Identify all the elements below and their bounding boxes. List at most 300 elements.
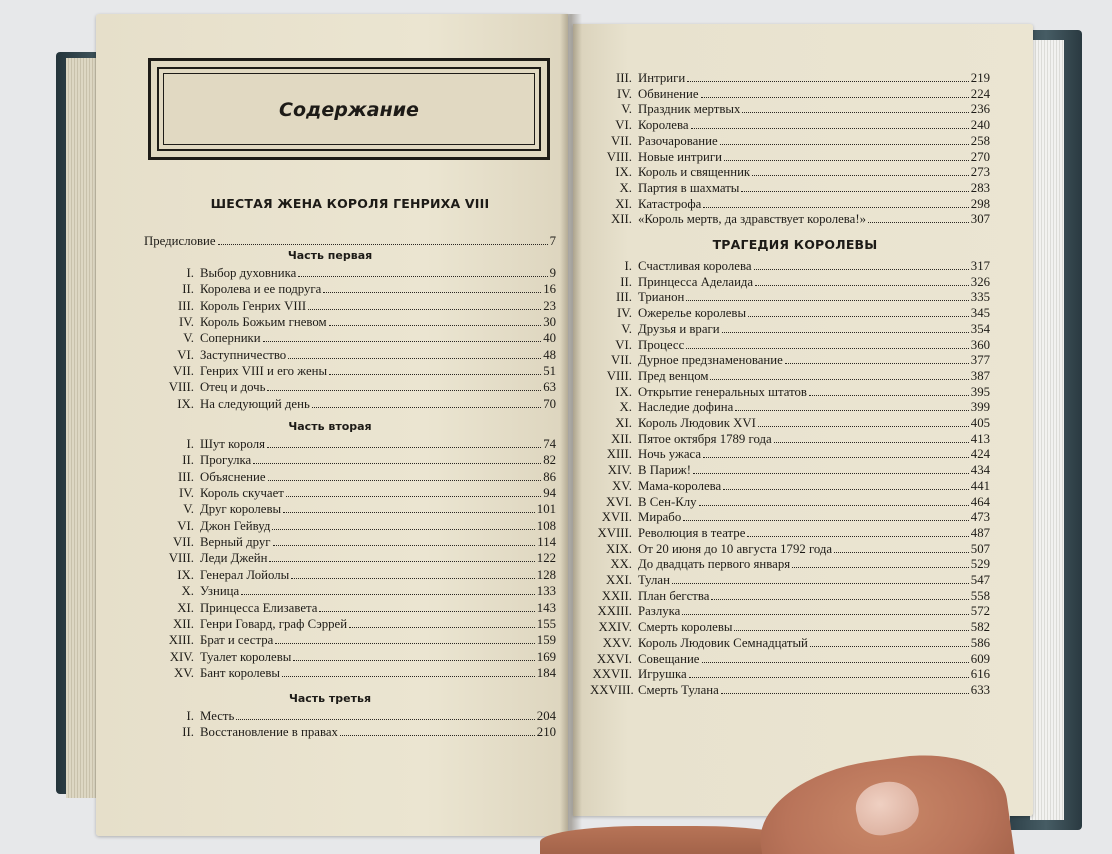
toc-entry: [116, 469, 556, 485]
toc-page-number: 159: [536, 633, 556, 648]
toc-page-number: 395: [970, 384, 990, 399]
toc-leader-dots: [253, 452, 541, 464]
toc-page-number: 582: [970, 620, 990, 635]
toc-chapter-title: План бегства: [638, 588, 710, 603]
toc-leader-dots: [282, 665, 535, 677]
toc-chapter-number: V.: [183, 502, 194, 517]
toc-entry: [590, 572, 990, 588]
toc-chapter-title: Смерть Тулана: [638, 682, 719, 697]
toc-chapter-number: V.: [621, 321, 632, 336]
toc-chapter-title: Шут короля: [200, 437, 265, 451]
toc-chapter-number: VIII.: [606, 368, 632, 383]
toc-chapter-number: XXIII.: [597, 604, 632, 619]
toc-page-number: 82: [543, 453, 556, 468]
toc-chapter-title: Праздник мертвых: [638, 102, 741, 117]
toc-chapter-number: IV.: [616, 306, 632, 321]
toc-leader-dots: [283, 501, 535, 513]
toc-page-number: 9: [549, 266, 556, 280]
toc-leader-dots: [329, 314, 541, 326]
toc-leader-dots: [267, 436, 541, 448]
toc-chapter-title: Брат и сестра: [200, 633, 274, 648]
toc-leader-dots: [755, 274, 969, 286]
toc-chapter-title: Верный друг: [200, 535, 271, 550]
toc-chapter-number: IV.: [616, 86, 632, 101]
toc-chapter-title: От 20 июня до 10 августа 1792 года: [638, 541, 833, 556]
toc-chapter-title: Трианон: [638, 290, 685, 305]
toc-leader-dots: [682, 603, 969, 615]
toc-chapter-title: Джон Гейвуд: [200, 518, 271, 533]
toc-entry: [590, 274, 990, 290]
toc-page-number: 108: [536, 518, 556, 533]
toc-chapter-number: VI.: [615, 337, 632, 352]
toc-leader-dots: [293, 649, 535, 661]
toc-chapter-title: Обвинение: [638, 86, 699, 101]
toc-chapter-number: III.: [616, 290, 632, 305]
toc-chapter-number: XI.: [615, 416, 632, 430]
toc-entry: [116, 534, 556, 550]
contents-title-frame: [148, 58, 550, 160]
toc-chapter-number: III.: [178, 298, 194, 313]
toc-leader-dots: [268, 469, 541, 481]
toc-entry: [590, 415, 990, 431]
toc-page-number: 616: [970, 667, 990, 682]
toc-chapter-title: Прогулка: [200, 453, 252, 468]
toc-leader-dots: [273, 534, 535, 546]
toc-leader-dots: [323, 281, 541, 293]
toc-page-number: 7: [549, 234, 556, 248]
toc-entry: [116, 724, 556, 740]
toc-chapter-number: XXIV.: [598, 620, 632, 635]
toc-page-number: 128: [536, 567, 556, 582]
toc-leader-dots: [269, 550, 535, 562]
toc-chapter-title: Друзья и враги: [638, 321, 720, 336]
toc-entry: [590, 321, 990, 337]
toc-chapter-title: Новые интриги: [638, 149, 722, 164]
toc-leader-dots: [701, 86, 969, 98]
toc-chapter-title: Предисловие: [144, 234, 216, 248]
toc-chapter-title: Счастливая королева: [638, 259, 752, 273]
toc-entry: [116, 665, 556, 681]
toc-chapter-title: Король Людовик XVI: [638, 416, 756, 430]
toc-chapter-number: XV.: [173, 665, 194, 680]
toc-page-number: 487: [970, 525, 990, 540]
toc-page-number: 258: [970, 133, 990, 148]
toc-chapter-number: I.: [186, 709, 194, 723]
toc-leader-dots: [754, 258, 969, 270]
toc-entry: [590, 180, 990, 196]
toc-page-number: 464: [970, 494, 990, 509]
toc-chapter-title: Туалет королевы: [200, 649, 292, 664]
toc-chapter-number: VII.: [173, 535, 194, 550]
toc-chapter-number: VIII.: [168, 380, 194, 395]
toc-entry: [590, 368, 990, 384]
toc-leader-dots: [308, 298, 541, 310]
toc-chapter-title: Игрушка: [638, 667, 687, 682]
toc-chapter-number: VIII.: [168, 551, 194, 566]
toc-entry: [590, 682, 990, 698]
toc-entry: [116, 600, 556, 616]
toc-page-number: 283: [970, 180, 990, 195]
toc-chapter-number: XXVII.: [592, 667, 632, 682]
toc-chapter-title: Король Божьим гневом: [200, 315, 327, 330]
toc-page-number: 609: [970, 651, 990, 666]
toc-entry: [116, 518, 556, 534]
toc-entry: [590, 352, 990, 368]
toc-chapter-number: X.: [619, 180, 632, 195]
toc-chapter-number: XXVI.: [596, 651, 632, 666]
toc-leader-dots: [272, 518, 535, 530]
toc-chapter-number: IX.: [615, 384, 632, 399]
toc-leader-dots: [263, 330, 541, 342]
toc-entry: [590, 289, 990, 305]
toc-chapter-number: X.: [619, 400, 632, 415]
toc-leader-dots: [720, 133, 969, 145]
toc-chapter-number: XI.: [177, 600, 194, 615]
toc-leader-dots: [286, 485, 541, 497]
toc-entry: [590, 258, 990, 274]
toc-page-number: 529: [970, 557, 990, 572]
toc-page-number: 74: [543, 437, 556, 451]
toc-page-number: 155: [536, 616, 556, 631]
toc-chapter-number: XIII.: [606, 447, 632, 462]
toc-chapter-title: Дурное предзнаменование: [638, 353, 783, 368]
toc-leader-dots: [288, 347, 541, 359]
toc-page-number: 399: [970, 400, 990, 415]
toc-chapter-title: Партия в шахматы: [638, 180, 740, 195]
toc-leader-dots: [711, 588, 969, 600]
toc-page-number: 377: [970, 353, 990, 368]
toc-chapter-title: Генрих VIII и его жены: [200, 364, 328, 379]
toc-leader-dots: [834, 541, 969, 553]
toc-chapter-number: VI.: [177, 347, 194, 362]
toc-entry: [116, 632, 556, 648]
toc-entry: [116, 281, 556, 297]
toc-chapter-title: Месть: [200, 709, 235, 723]
toc-chapter-title: В Сен-Клу: [638, 494, 697, 509]
toc-leader-dots: [349, 616, 535, 628]
toc-page-number: 473: [970, 510, 990, 525]
toc-chapter-number: VII.: [173, 364, 194, 379]
toc-chapter-title: Соперники: [200, 331, 261, 346]
toc-entry: [590, 635, 990, 651]
toc-leader-dots: [747, 525, 969, 537]
toc-chapter-number: I.: [186, 266, 194, 280]
toc-chapter-number: VI.: [615, 118, 632, 133]
toc-chapter-title: Друг королевы: [200, 502, 282, 517]
toc-entry: [116, 436, 556, 452]
toc-chapter-title: Объяснение: [200, 469, 266, 484]
toc-entry: [590, 541, 990, 557]
toc-chapter-title: Выбор духовника: [200, 266, 297, 280]
toc-page-number: 558: [970, 588, 990, 603]
toc-leader-dots: [686, 337, 969, 349]
toc-leader-dots: [686, 289, 969, 301]
toc-page-number: 16: [543, 282, 556, 297]
toc-leader-dots: [722, 321, 969, 333]
toc-entry: [116, 298, 556, 314]
toc-leader-dots: [691, 117, 969, 129]
toc-chapter-number: XIV.: [169, 649, 194, 664]
toc-chapter-title: Интриги: [638, 71, 686, 85]
toc-chapter-title: До двадцать первого января: [638, 557, 791, 572]
toc-entry: [116, 452, 556, 468]
page-edges-right: [1030, 40, 1064, 820]
toc-page-number: 114: [537, 535, 556, 550]
toc-page-number: 169: [536, 649, 556, 664]
toc-chapter-number: XIV.: [607, 463, 632, 478]
toc-page-number: 240: [970, 118, 990, 133]
toc-chapter-title: Катастрофа: [638, 196, 702, 211]
toc-page-number: 633: [970, 682, 990, 697]
toc-leader-dots: [724, 149, 969, 161]
toc-chapter-number: XXI.: [606, 573, 632, 587]
toc-page-number: 317: [970, 259, 990, 273]
toc-page-number: 335: [970, 290, 990, 305]
toc-page-number: 219: [970, 71, 990, 85]
book-title-right: ТРАГЕДИЯ КОРОЛЕВЫ: [712, 237, 878, 252]
toc-entry: [590, 509, 990, 525]
toc-page-number: 586: [970, 635, 990, 650]
toc-chapter-number: XXVIII.: [590, 682, 634, 697]
toc-entry: [116, 708, 556, 724]
toc-page-number: 122: [536, 551, 556, 566]
toc-chapter-title: Генерал Лойолы: [200, 567, 290, 582]
toc-page-number: 40: [543, 331, 556, 346]
toc-entry: [590, 211, 990, 227]
toc-page-number: 270: [970, 149, 990, 164]
toc-chapter-title: На следующий день: [200, 396, 310, 411]
toc-leader-dots: [291, 567, 535, 579]
toc-chapter-title: Наследие дофина: [638, 400, 734, 415]
toc-chapter-number: XXII.: [601, 588, 632, 603]
toc-leader-dots: [689, 666, 969, 678]
toc-entry: [590, 431, 990, 447]
toc-leader-dots: [218, 233, 548, 245]
toc-entry: [116, 314, 556, 330]
toc-page-number: 23: [543, 298, 556, 313]
toc-chapter-title: «Король мертв, да здравствует королева!»: [638, 212, 867, 227]
toc-chapter-number: IX.: [177, 396, 194, 411]
toc-entry: [590, 462, 990, 478]
toc-chapter-number: XVIII.: [597, 525, 632, 540]
toc-leader-dots: [340, 724, 535, 736]
toc-part-heading: Часть первая: [287, 249, 373, 262]
toc-chapter-number: IV.: [178, 486, 194, 501]
toc-chapter-number: XI.: [615, 196, 632, 211]
toc-chapter-number: II.: [182, 453, 194, 468]
toc-leader-dots: [693, 462, 969, 474]
toc-chapter-title: Королева: [638, 118, 689, 133]
toc-chapter-title: Тулан: [638, 573, 670, 587]
toc-entry: [116, 649, 556, 665]
toc-entry: [590, 446, 990, 462]
toc-chapter-title: Ожерелье королевы: [638, 306, 747, 321]
toc-entry: [590, 70, 990, 86]
toc-chapter-title: Мама-королева: [638, 478, 722, 493]
toc-leader-dots: [774, 431, 969, 443]
toc-page-number: 51: [543, 364, 556, 379]
toc-leader-dots: [710, 368, 969, 380]
toc-entry: [116, 363, 556, 379]
toc-chapter-title: Отец и дочь: [200, 380, 266, 395]
toc-page-number: 405: [970, 416, 990, 430]
toc-leader-dots: [809, 384, 969, 396]
toc-chapter-title: Король и священник: [638, 165, 751, 180]
toc-chapter-number: X.: [181, 584, 194, 599]
toc-leader-dots: [236, 708, 535, 720]
toc-chapter-number: II.: [620, 274, 632, 289]
toc-entry: [590, 666, 990, 682]
toc-page-number: 507: [970, 541, 990, 556]
toc-page-number: 236: [970, 102, 990, 117]
toc-page-number: 94: [543, 486, 556, 501]
toc-entry: [144, 233, 556, 249]
toc-chapter-number: XV.: [611, 478, 632, 493]
toc-page-number: 86: [543, 469, 556, 484]
toc-page-number: 307: [970, 212, 990, 227]
toc-chapter-title: Разочарование: [638, 133, 718, 148]
toc-leader-dots: [703, 446, 969, 458]
toc-chapter-number: III.: [616, 71, 632, 85]
toc-chapter-title: Заступничество: [200, 347, 287, 362]
toc-chapter-number: XVII.: [601, 510, 632, 525]
toc-page-number: 204: [536, 709, 556, 723]
toc-chapter-number: I.: [186, 437, 194, 451]
toc-page-number: 184: [536, 665, 556, 680]
toc-chapter-number: VII.: [611, 133, 632, 148]
toc-page-number: 30: [543, 315, 556, 330]
toc-page-number: 345: [970, 306, 990, 321]
toc-entry: [590, 556, 990, 572]
toc-chapter-number: XVI.: [606, 494, 632, 509]
toc-chapter-title: Генри Говард, граф Сэррей: [200, 616, 348, 631]
toc-chapter-number: IX.: [177, 567, 194, 582]
toc-entry: [590, 478, 990, 494]
toc-leader-dots: [748, 305, 969, 317]
toc-page-number: 360: [970, 337, 990, 352]
toc-chapter-title: Принцесса Аделаида: [638, 274, 754, 289]
toc-entry: [116, 616, 556, 632]
toc-chapter-title: Узница: [200, 584, 240, 599]
toc-leader-dots: [298, 265, 548, 277]
toc-leader-dots: [672, 572, 969, 584]
toc-page-number: 354: [970, 321, 990, 336]
toc-leader-dots: [758, 415, 969, 427]
toc-chapter-number: VI.: [177, 518, 194, 533]
toc-leader-dots: [683, 509, 969, 521]
toc-chapter-number: XII.: [173, 616, 194, 631]
toc-chapter-number: VIII.: [606, 149, 632, 164]
toc-entry: [116, 379, 556, 395]
toc-leader-dots: [810, 635, 969, 647]
toc-part-heading: Часть вторая: [288, 420, 372, 433]
toc-chapter-title: Бант королевы: [200, 665, 280, 680]
toc-page-number: 273: [970, 165, 990, 180]
toc-entry: [116, 550, 556, 566]
toc-leader-dots: [752, 164, 969, 176]
toc-chapter-number: IX.: [615, 165, 632, 180]
toc-chapter-title: Революция в театре: [638, 525, 746, 540]
toc-chapter-number: II.: [182, 725, 194, 740]
toc-leader-dots: [721, 682, 969, 694]
toc-leader-dots: [319, 600, 535, 612]
toc-chapter-number: XXV.: [602, 635, 632, 650]
toc-page-number: 224: [970, 86, 990, 101]
toc-entry: [590, 337, 990, 353]
toc-leader-dots: [868, 211, 969, 223]
toc-leader-dots: [275, 632, 535, 644]
toc-chapter-number: V.: [183, 331, 194, 346]
toc-leader-dots: [241, 583, 535, 595]
toc-chapter-title: Мирабо: [638, 510, 682, 525]
toc-entry: [590, 196, 990, 212]
toc-page-number: 48: [543, 347, 556, 362]
toc-entry: [590, 651, 990, 667]
toc-leader-dots: [702, 651, 969, 663]
toc-chapter-title: Король Людовик Семнадцатый: [638, 635, 808, 650]
toc-page-number: 70: [543, 396, 556, 411]
toc-page-number: 210: [536, 725, 556, 740]
toc-chapter-number: XII.: [611, 431, 632, 446]
toc-entry: [590, 117, 990, 133]
toc-chapter-title: Пред венцом: [638, 368, 709, 383]
toc-page-number: 434: [970, 463, 990, 478]
toc-part-heading: Часть третья: [288, 692, 372, 705]
toc-entry: [590, 494, 990, 510]
toc-entry: [116, 583, 556, 599]
toc-entry: [590, 164, 990, 180]
toc-chapter-number: VII.: [611, 353, 632, 368]
toc-chapter-title: Совещание: [638, 651, 700, 666]
book-gutter: [560, 14, 582, 836]
toc-leader-dots: [792, 556, 969, 568]
toc-entry: [590, 603, 990, 619]
toc-leader-dots: [785, 352, 969, 364]
toc-entry: [590, 149, 990, 165]
toc-entry: [590, 384, 990, 400]
toc-leader-dots: [741, 180, 969, 192]
toc-entry: [590, 133, 990, 149]
toc-chapter-title: Открытие генеральных штатов: [638, 384, 807, 399]
toc-leader-dots: [703, 196, 969, 208]
toc-chapter-title: Разлука: [638, 604, 681, 619]
toc-entry: [116, 501, 556, 517]
toc-chapter-title: В Париж!: [638, 463, 692, 478]
toc-page-number: 441: [970, 478, 990, 493]
toc-page-number: 424: [970, 447, 990, 462]
toc-leader-dots: [312, 396, 541, 408]
toc-entry: [116, 265, 556, 281]
toc-chapter-number: V.: [621, 102, 632, 117]
toc-page-number: 63: [543, 380, 556, 395]
toc-entry: [116, 330, 556, 346]
toc-chapter-title: Леди Джейн: [200, 551, 268, 566]
toc-chapter-number: IV.: [178, 315, 194, 330]
book-title-left: ШЕСТАЯ ЖЕНА КОРОЛЯ ГЕНРИХА VIII: [210, 196, 490, 211]
toc-entry: [116, 485, 556, 501]
toc-entry: [590, 619, 990, 635]
toc-chapter-number: XX.: [610, 557, 632, 572]
toc-page-number: 326: [970, 274, 990, 289]
toc-chapter-title: Ночь ужаса: [638, 447, 702, 462]
toc-chapter-number: II.: [182, 282, 194, 297]
toc-chapter-title: Смерть королевы: [638, 620, 733, 635]
toc-page-number: 547: [970, 573, 990, 587]
toc-leader-dots: [699, 494, 969, 506]
toc-leader-dots: [267, 379, 541, 391]
toc-entry: [116, 347, 556, 363]
toc-leader-dots: [734, 619, 969, 631]
